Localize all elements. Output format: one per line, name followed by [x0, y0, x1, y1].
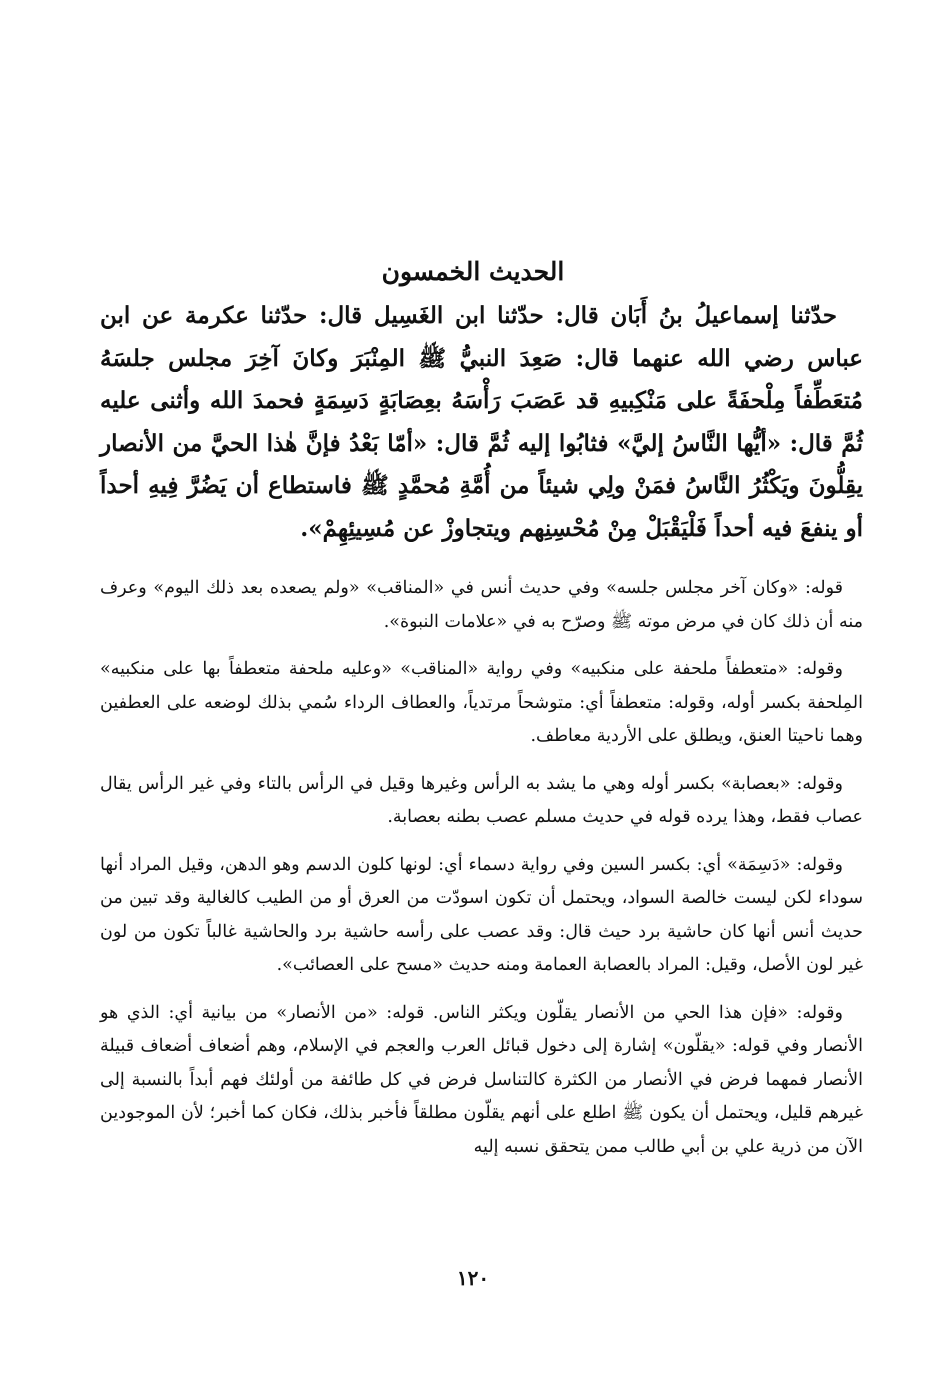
hadith-text: حدّثنا إسماعيلُ بنُ أَبَان قال: حدّثنا ابن الغَسِيل قال: حدّثنا عكرمة عن ابن عباس رضي الله عنهما قال: صَعِدَ النبيُّ ﷺ المِنْبَرَ وكانَ آخِرَ مجلس جلسَهُ مُتعَطِّفاً مِلْحفَةً على مَنْكِبيهِ قد عَصَبَ رَأْسَهُ بعِصَابَةٍ دَسِمَةٍ فحمدَ الله وأثنى عليه ثُمَّ قال: «أيُّها النَّاسُ إليَّ» فثابُوا إليه ثُمَّ قال: «أمّا بَعْدُ فإنَّ هٰذا الحيَّ من الأنصار يقِلُّونَ ويَكْثُرُ النَّاسُ فمَنْ ولِي شيئاً من أُمَّةِ مُحمَّدٍ ﷺ فاستطاع أن يَضُرَّ فِيهِ أحداً أو ينفعَ فيه أحداً فَلْيَقْبَلْ مِنْ مُحْسِنِهم ويتجاوزْ عن مُسِيئِهِمْ». [100, 302, 863, 542]
page-number: ١٢٠ [456, 1266, 490, 1290]
chapter-title: الحديث الخمسون [381, 257, 565, 286]
commentary-paragraph-2: وقوله: «متعطفاً ملحفة على منكبيه» وفي رواية «المناقب» «وعليه ملحفة متعطفاً بها على منكبيه» المِلحفة بكسر أوله، وقوله: متعطفاً أي: متوشحاً مرتدياً، والعطاف الرداء سُمي بذلك لوضعه على العطفين وهما ناحيتا العنق، ويطلق على الأردية معاطف. [100, 659, 863, 746]
commentary-paragraph-4: وقوله: «دَسِمَة» أي: بكسر السين وفي رواية دسماء أي: لونها كلون الدسم وهو الدهن، وقيل المراد أنها سوداء لكن ليست خالصة السواد، ويحتمل أن تكون اسودّت من العرق أو من الطيب كالغالية وقد تبين من حديث أنس أنها كان حاشية برد حيث قال: وقد عصب على رأسه حاشية برد والحاشية غالباً تكون من لون غير لون الأصل، وقيل: المراد بالعصابة العمامة ومنه حديث «مسح على العصائب». [100, 854, 863, 975]
commentary-section [100, 572, 863, 1178]
commentary-paragraph-5: وقوله: «فإن هذا الحي من الأنصار يقلّون ويكثر الناس. قوله: «من الأنصار» من بيانية أي: الذي هو الأنصار وفي قوله: «يقلّون» إشارة إلى دخول قبائل العرب والعجم في الإسلام، وهم أضعاف أضعاف قبيلة الأنصار فمهما فرض في الأنصار من الكثرة كالتناسل فرض في كل طائفة من أولئك فهم أبداً بالنسبة إلى غيرهم قليل، ويحتمل أن يكون ﷺ اطلع على أنهم يقلّون مطلقاً فأخبر بذلك، فكان كما أخبر؛ لأن الموجودين الآن من ذرية علي بن أبي طالب ممن يتحقق نسبه إليه [100, 1002, 863, 1157]
commentary-paragraph-3: وقوله: «بعصابة» بكسر أوله وهي ما يشد به الرأس وغيرها وقيل في الرأس بالتاء وفي غير الرأس يقال عصاب فقط، وهذا يرده قوله في حديث مسلم عصب بطنه بعصابة. [100, 773, 863, 827]
commentary-paragraph-1: قوله: «وكان آخر مجلس جلسه» وفي حديث أنس في «المناقب» «ولم يصعده بعد ذلك اليوم» وعرف منه أن ذلك كان في مرض موته ﷺ وصرّح به في «علامات النبوة». [100, 578, 863, 632]
